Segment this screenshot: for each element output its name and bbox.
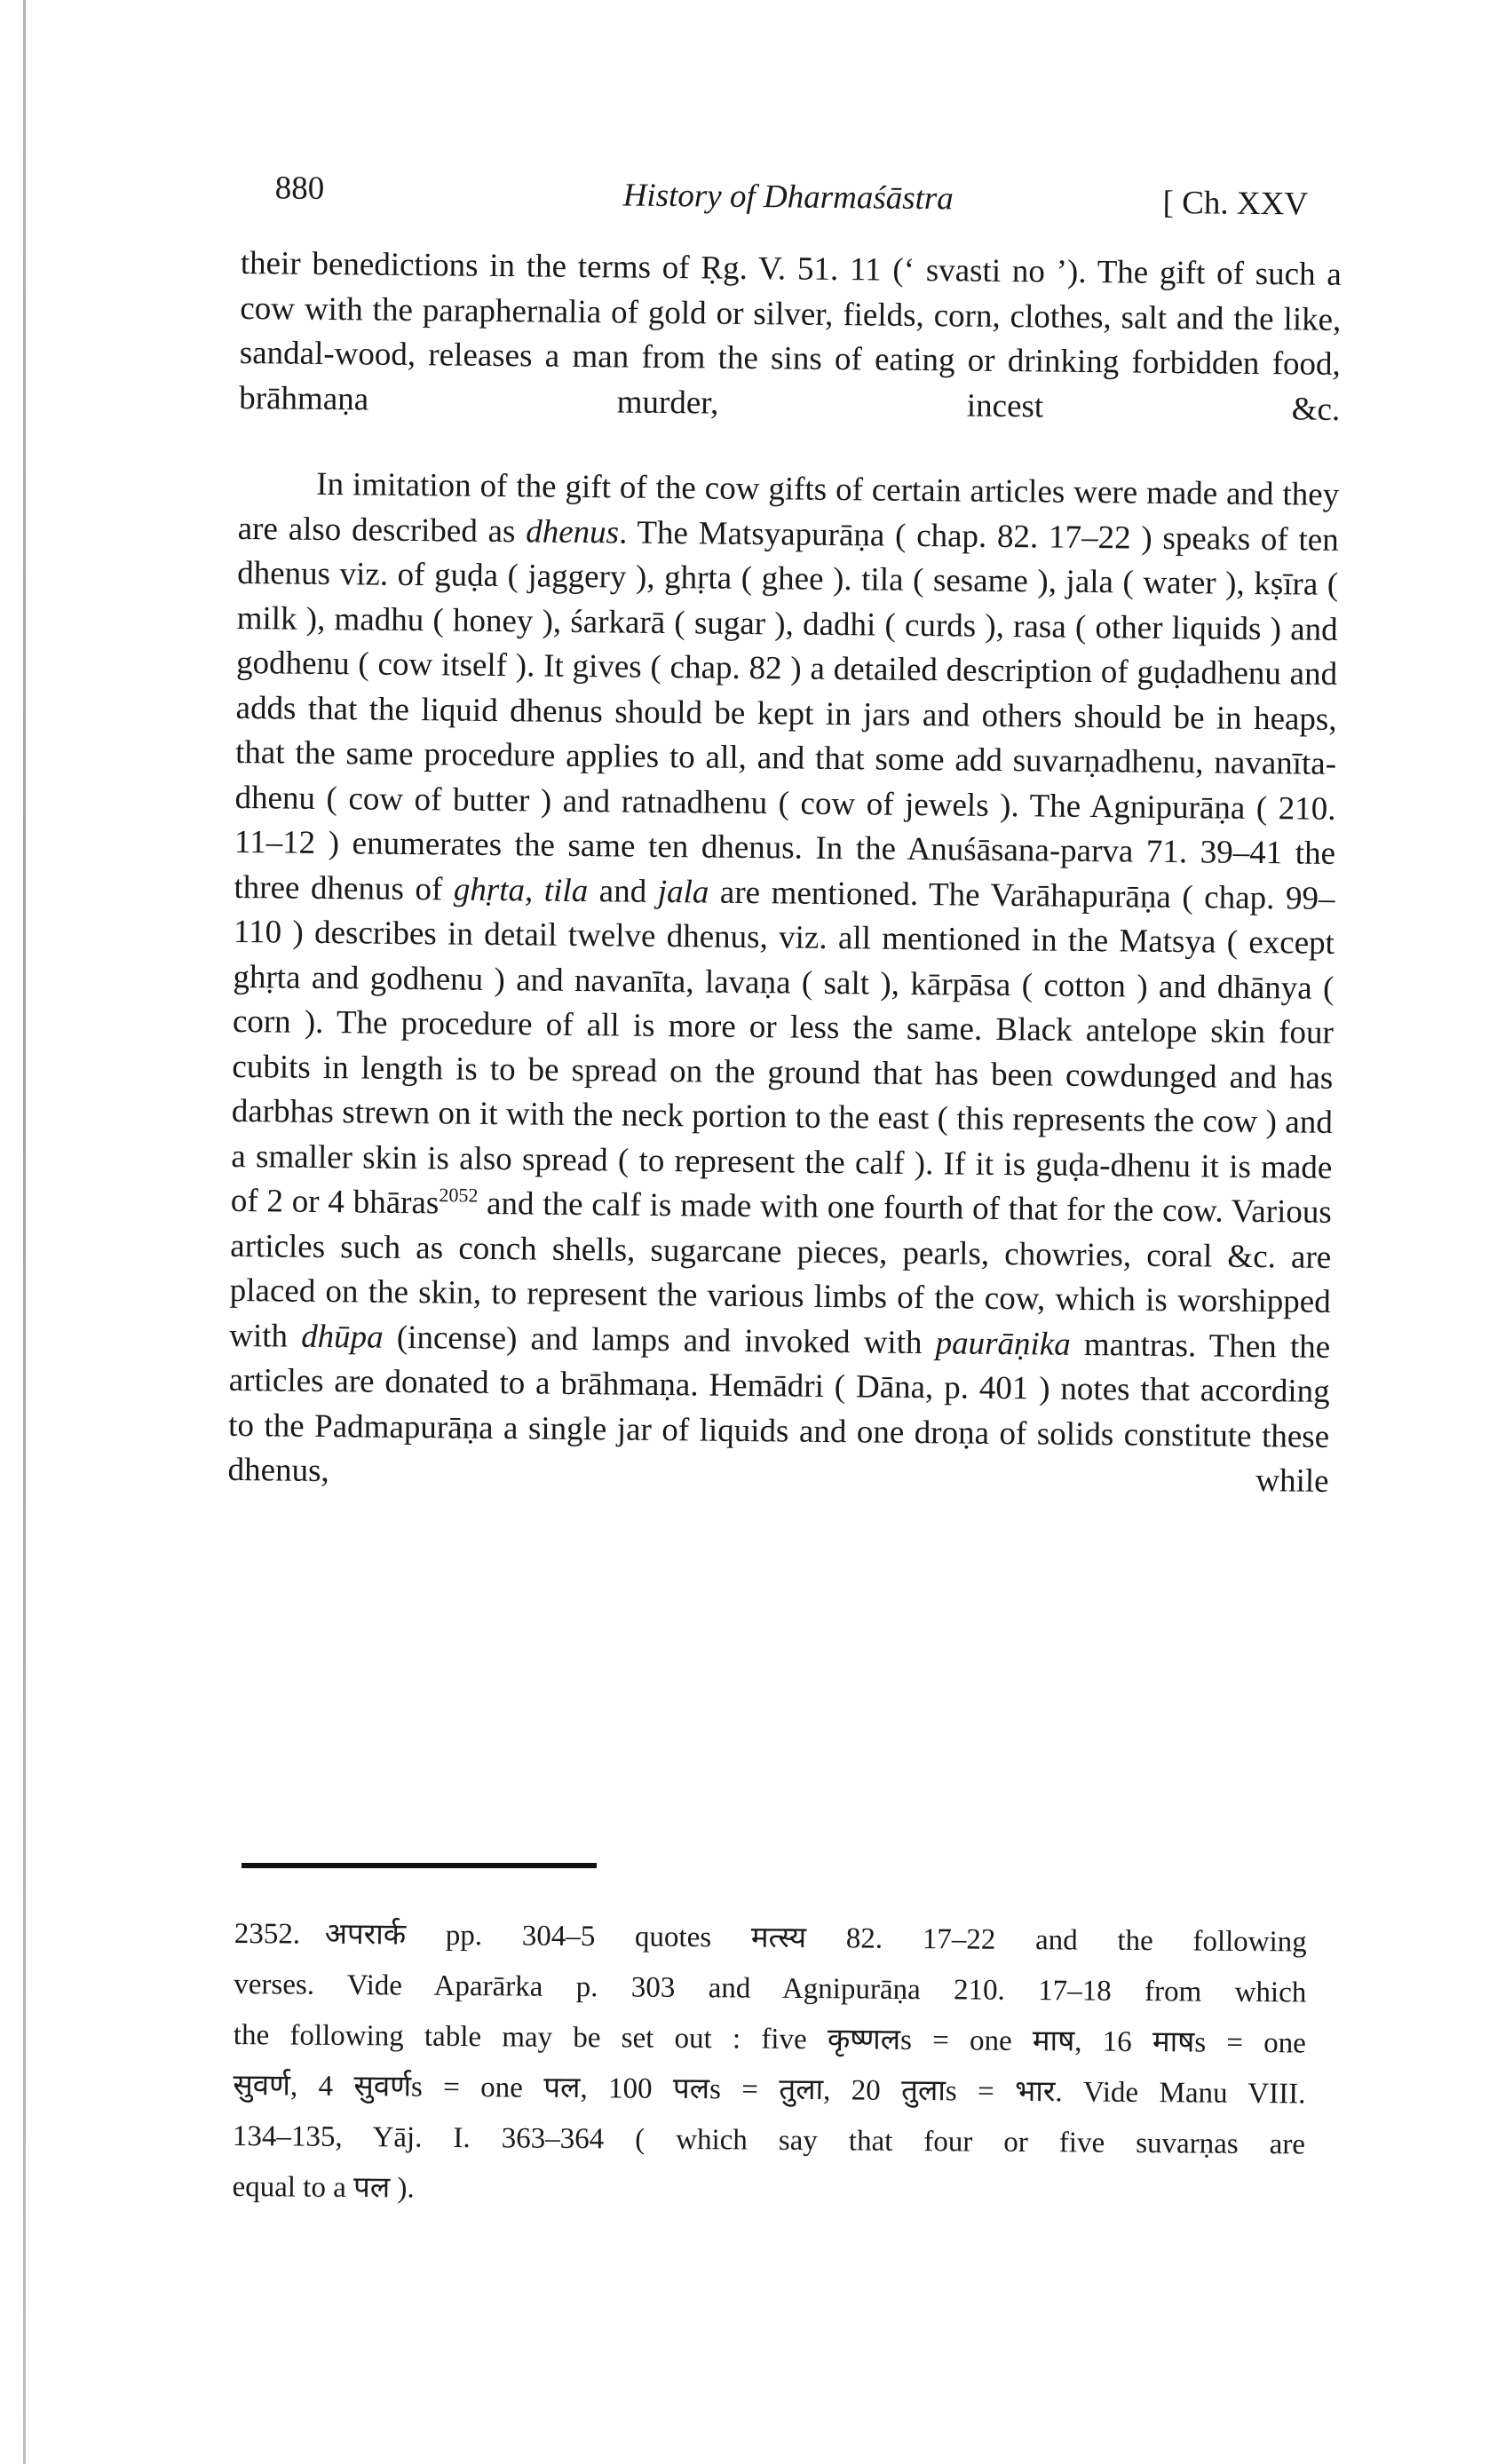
term-ghrta-tila: ghṛta, tila	[453, 871, 589, 909]
p2-seg7: mantras. Then the articles are donated to a brāhmaṇa. Hemādri ( Dāna, p. 401 ) notes that according to the Padmapurāṇa a single jar of liquids and one droṇa of solids constitute these dhenus, while	[227, 1326, 1331, 1500]
footnote-number: 2352.	[234, 1917, 301, 1951]
footnote-line-1-text: अपरार्क pp. 304–5 quotes मत्स्य 82. 17–22 and the following	[324, 1918, 1307, 1959]
term-dhupa: dhūpa	[300, 1318, 384, 1356]
footnote-line-1	[234, 1909, 1307, 1968]
paragraph-1: their benedictions in the terms of Ṛg. V. 51. 11 (‘ svasti no ’). The gift of such a cow with the paraphernalia of gold or silver, fields, corn, clothes, salt and the like, sandal-wood, releases a man from the sins of eating or drinking forbidden food, brāhmaṇa murder, incest &c.	[239, 244, 1342, 428]
footnote-line-2: verses. Vide Aparārka p. 303 and Agnipurāṇa 210. 17–18 from which	[234, 1968, 1307, 2009]
paragraph-2	[227, 462, 1339, 1504]
p2-seg5: and the calf is made with one fourth of that for the cow. Various articles such as conch shells, sugarcane pieces, pearls, chowries, coral &c. are placed on the skin, to represent the various limbs of the cow, which is worshipped with	[229, 1184, 1332, 1355]
p2-seg1: In imitation of the gift of the cow gifts of certain articles were made and they are also described as	[237, 465, 1340, 550]
p2-seg3: and	[587, 872, 659, 910]
p2-seg6: (incense) and lamps and invoked with	[383, 1319, 936, 1361]
main-text	[227, 242, 1342, 1504]
book-page	[227, 169, 1342, 1504]
term-pauranika: paurāṇika	[935, 1324, 1071, 1363]
footnote-line-6: equal to a पल ).	[232, 2170, 415, 2205]
scan-edge-line	[23, 0, 26, 2464]
p2-seg2: . The Matsyapurāṇa ( chap. 82. 17–22 ) speaks of ten dhenus viz. of guḍa ( jaggery ), ghṛta ( ghee ). tila ( sesame ), jala ( water ), kṣīra ( milk ), madhu ( honey ), śarkarā ( sugar ), dadhi ( curds ), rasa ( other liquids ) and godhenu ( cow itself ). It gives ( chap. 82 ) a detailed description of guḍadhenu and adds that the liquid dhenus should be kept in jars and others should be in heaps, that the same procedure applies to all, and that some add suvarṇadhenu, navanīta-dhenu ( cow of butter ) and ratnadhenu ( cow of jewels ). The Agnipurāṇa ( 210. 11–12 ) enumerates the same ten dhenus. In the Anuśāsana-parva 71. 39–41 the three dhenus of	[234, 513, 1339, 908]
footnote-line-3: the following table may be set out : five कृष्णलs = one माष, 16 माषs = one	[233, 2018, 1306, 2060]
footnote	[232, 1909, 1307, 2221]
running-header	[241, 169, 1342, 234]
footnote-reference: 2052	[439, 1184, 479, 1207]
running-title: History of Dharmaśāstra	[622, 177, 954, 218]
term-dhenus: dhenus	[526, 512, 620, 551]
footnote-divider	[242, 1863, 597, 1868]
footnote-line-4: सुवर्ण, 4 सुवर्णs = one पल, 100 पलs = तुला, 20 तुलाs = भार. Vide Manu VIII.	[233, 2069, 1306, 2111]
term-jala: jala	[657, 873, 709, 911]
chapter-label: [ Ch. XXV	[1162, 184, 1309, 223]
page-number: 880	[274, 170, 325, 207]
p2-seg4: are mentioned. The Varāhapurāṇa ( chap. 99–110 ) describes in detail twelve dhenus, viz. all mentioned in the Matsya ( except ghṛta and godhenu ) and navanīta, lavaṇa ( salt ), kārpāsa ( cotton ) and dhānya ( corn ). The procedure of all is more or less the same. Black antelope skin four cubits in length is to be spread on the ground that has been cowdunged and has darbhas strewn on it with the neck portion to the east ( this represents the cow ) and a smaller skin is also spread ( to represent the calf ). If it is guḍa-dhenu it is made of 2 or 4 bhāras	[230, 874, 1335, 1222]
footnote-line-5: 134–135, Yāj. I. 363–364 ( which say that four or five suvarṇas are	[232, 2119, 1306, 2161]
